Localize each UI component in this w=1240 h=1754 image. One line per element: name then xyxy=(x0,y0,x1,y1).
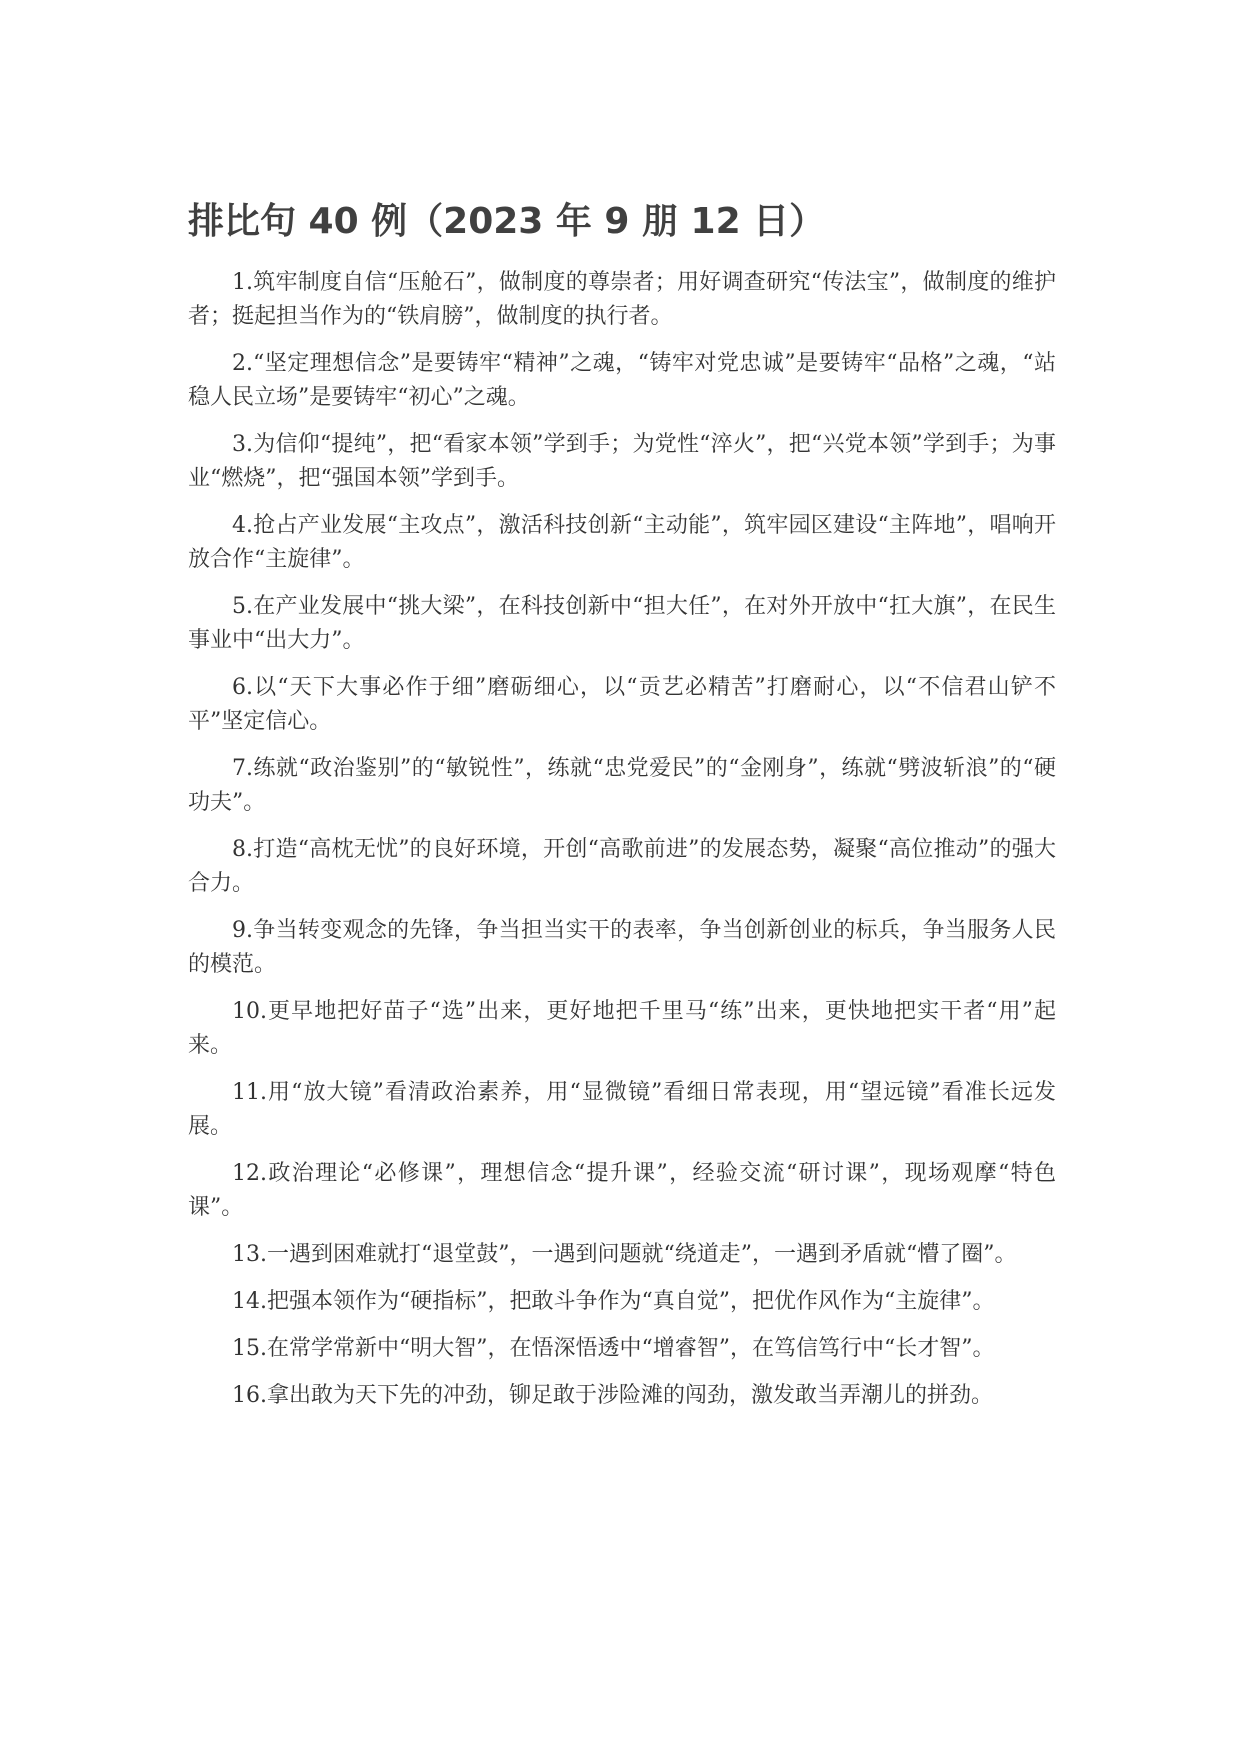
paragraph-4: 4.抢占产业发展“主攻点”，激活科技创新“主动能”，筑牢园区建设“主阵地”，唱响开放合作“主旋律”。 xyxy=(188,513,1056,572)
paragraph-8: 8.打造“高枕无忧”的良好环境，开创“高歌前进”的发展态势，凝聚“高位推动”的强大合力。 xyxy=(188,837,1056,896)
paragraph-2: 2.“坚定理想信念”是要铸牢“精神”之魂，“铸牢对党忠诚”是要铸牢“品格”之魂，“站稳人民立场”是要铸牢“初心”之魂。 xyxy=(188,351,1056,410)
document-title: 排比句 40 例（2023 年 9 朋 12 日） xyxy=(188,201,826,242)
paragraph-16: 16.拿出敢为天下先的冲劲，铆足敢于涉险滩的闯劲，激发敢当弄潮儿的拼劲。 xyxy=(232,1383,993,1408)
paragraph-5: 5.在产业发展中“挑大梁”，在科技创新中“担大任”，在对外开放中“扛大旗”，在民生事业中“出大力”。 xyxy=(188,594,1056,653)
paragraph-13: 13.一遇到困难就打“退堂鼓”，一遇到问题就“绕道走”，一遇到矛盾就“懵了圈”。 xyxy=(232,1242,1017,1267)
paragraph-12: 12.政治理论“必修课”，理想信念“提升课”，经验交流“研讨课”，现场观摩“特色课”。 xyxy=(188,1161,1056,1220)
paragraph-11: 11.用“放大镜”看清政治素养，用“显微镜”看细日常表现，用“望远镜”看准长远发展。 xyxy=(188,1080,1056,1139)
paragraph-1: 1.筑牢制度自信“压舱石”，做制度的尊崇者；用好调查研究“传法宝”，做制度的维护者；挺起担当作为的“铁肩膀”，做制度的执行者。 xyxy=(188,270,1056,329)
paragraph-14: 14.把强本领作为“硬指标”，把敢斗争作为“真自觉”，把优作风作为“主旋律”。 xyxy=(232,1289,995,1314)
paragraph-10: 10.更早地把好苗子“选”出来，更好地把千里马“练”出来，更快地把实干者“用”起来。 xyxy=(188,999,1056,1058)
document-page xyxy=(188,198,1056,1426)
paragraph-9: 9.争当转变观念的先锋，争当担当实干的表率，争当创新创业的标兵，争当服务人民的模范。 xyxy=(188,918,1056,977)
paragraph-3: 3.为信仰“提纯”，把“看家本领”学到手；为党性“淬火”，把“兴党本领”学到手；为事业“燃烧”，把“强国本领”学到手。 xyxy=(188,432,1056,491)
paragraph-15: 15.在常学常新中“明大智”，在悟深悟透中“增睿智”，在笃信笃行中“长才智”。 xyxy=(232,1336,995,1361)
paragraph-7: 7.练就“政治鉴别”的“敏锐性”，练就“忠党爱民”的“金刚身”，练就“劈波斩浪”的“硬功夫”。 xyxy=(188,756,1056,815)
paragraph-6: 6.以“天下大事必作于细”磨砺细心，以“贡艺必精苦”打磨耐心，以“不信君山铲不平”坚定信心。 xyxy=(188,675,1056,734)
